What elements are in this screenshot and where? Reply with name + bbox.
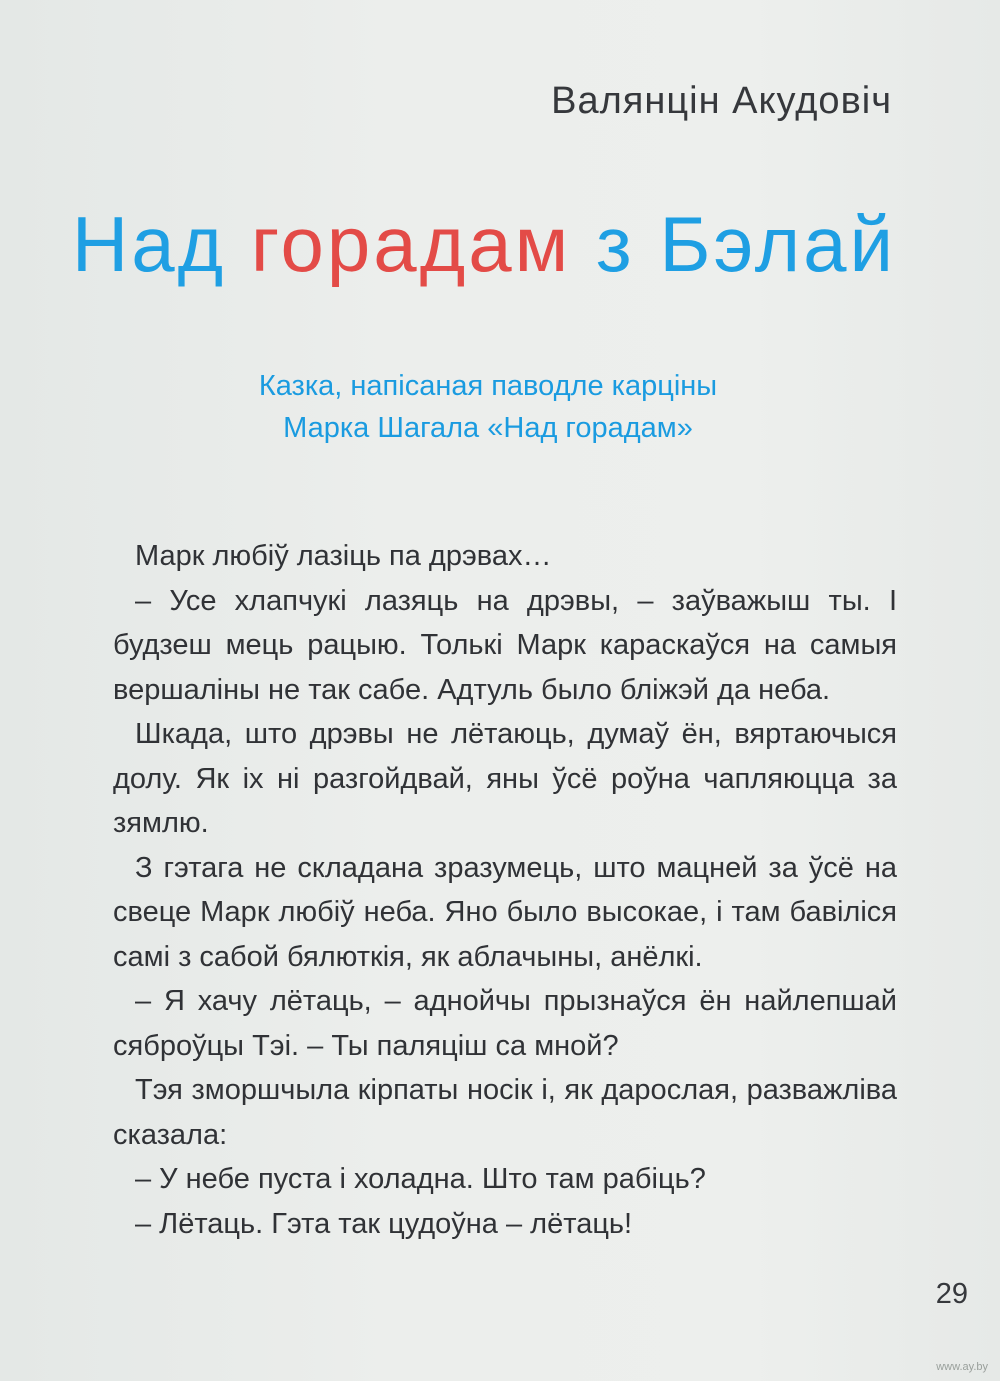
title-word-1: Над	[71, 200, 227, 288]
subtitle-line-2: Марка Шагала «Над горадам»	[283, 412, 693, 444]
paragraph: Шкада, што дрэвы не лётаюць, думаў ён, вяртаючыся долу. Як іх ні разгойдвай, яны ўсё роўна чапляюцца за зямлю.	[113, 718, 897, 839]
paragraph: – Я хачу лётаць, – аднойчы прызнаўся ён найлепшай сяброўцы Тэі. – Ты паляціш са мной?	[113, 985, 897, 1062]
paragraph: – Усе хлапчукі лазяць на дрэвы, – заўважыш ты. І будзеш мець рацыю. Толькі Марк караскаўся на самыя вершаліны не так сабе. Адтуль было бліжэй да неба.	[113, 584, 897, 706]
paragraph: З гэтага не складана зразумець, што мацней за ўсё на свеце Марк любіў неба. Яно было высокае, і там бавіліся самі з сабой бялюткія, як аблачыны, анёлкі.	[113, 851, 897, 973]
title-word-3: з	[595, 200, 635, 288]
subtitle-line-1: Казка, напісаная паводле карціны	[258, 370, 718, 402]
page-number: 29	[935, 1278, 968, 1310]
paragraph: – Лётаць. Гэта так цудоўна – лётаць!	[135, 1207, 633, 1240]
title-word-4: Бэлай	[659, 200, 897, 288]
story-title	[0, 200, 968, 288]
story-subtitle	[0, 365, 976, 449]
story-body	[113, 534, 897, 1246]
author-name: Валянцін Акудовіч	[551, 80, 892, 122]
paragraph: Марк любіў лазіць па дрэвах…	[135, 540, 552, 572]
paragraph: Тэя зморшчыла кірпаты носік і, як дарослая, разважліва сказала:	[113, 1074, 897, 1151]
paragraph: – У небе пуста і холадна. Што там рабіць?	[135, 1163, 706, 1195]
title-word-2: горадам	[250, 200, 572, 288]
watermark: www.ay.by	[936, 1361, 988, 1373]
